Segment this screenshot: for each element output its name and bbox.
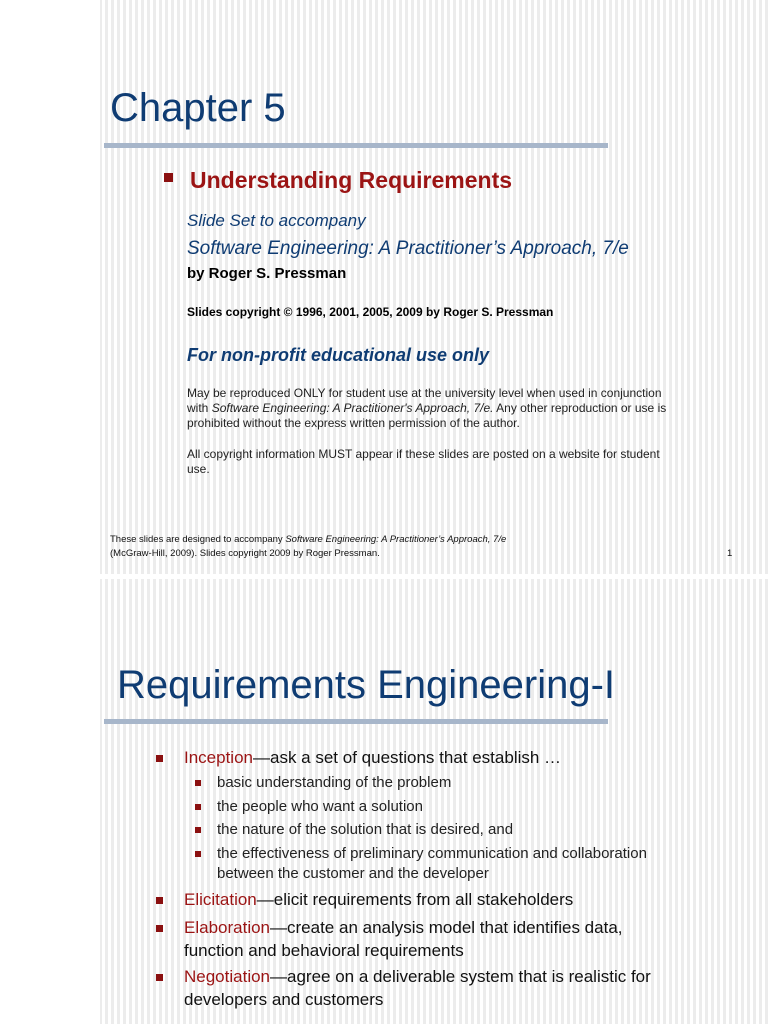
list-item-elaboration — [184, 918, 623, 938]
page-number: 1 — [727, 548, 733, 559]
title-rule — [104, 143, 608, 148]
term-elicitation: Elicitation — [184, 890, 257, 909]
term-negotiation: Negotiation — [184, 967, 271, 986]
slide-title: Chapter 5 — [110, 86, 286, 130]
bullet-square-icon — [156, 897, 163, 904]
copyright-posting-line-1: All copyright information MUST appear if these slides are posted on a website for student — [187, 447, 660, 461]
list-item-negotiation — [184, 967, 651, 987]
sub-bullet-square-icon — [195, 780, 201, 786]
sub-bullet-square-icon — [195, 851, 201, 857]
repro-post: Any other reproduction or use is — [493, 401, 667, 415]
list-item-elaboration-continuation: function and behavioral requirements — [184, 941, 464, 960]
slide-2 — [0, 579, 768, 1024]
footer-line-1 — [110, 534, 506, 545]
bullet-square-icon — [164, 173, 173, 182]
nonprofit-notice: For non-profit educational use only — [187, 345, 490, 365]
title-rule — [104, 719, 608, 724]
sub-item: the effectiveness of preliminary communication and collaboration — [217, 845, 647, 862]
sub-bullet-square-icon — [195, 827, 201, 833]
reproduction-notice-line-1: May be reproduced ONLY for student use at the university level when used in conjunction — [187, 386, 662, 400]
copyright-line: Slides copyright © 1996, 2001, 2005, 2009 by Roger S. Pressman — [187, 305, 554, 319]
item-text: —ask a set of questions that establish … — [253, 748, 562, 767]
term-inception: Inception — [184, 748, 253, 767]
copyright-posting-line-2: use. — [187, 462, 210, 476]
footer-pre: These slides are designed to accompany — [110, 534, 286, 545]
subtitle-line-1: Slide Set to accompany — [187, 211, 366, 230]
list-item-negotiation-continuation: developers and customers — [184, 990, 384, 1009]
item-text: —elicit requirements from all stakeholders — [256, 890, 574, 909]
sub-item: the nature of the solution that is desired, and — [217, 821, 514, 838]
item-text: —agree on a deliverable system that is realistic for — [270, 967, 651, 986]
repro-book-title: Software Engineering: A Practitioner's Approach, 7/e. — [211, 401, 494, 415]
reproduction-notice-line-2 — [187, 401, 666, 415]
bullet-square-icon — [156, 974, 163, 981]
list-item-inception — [184, 748, 561, 768]
footer-book-title: Software Engineering: A Practitioner’s Approach, 7/e — [285, 534, 507, 545]
repro-pre: with — [187, 401, 212, 415]
bullet-square-icon — [156, 755, 163, 762]
slide-title: Requirements Engineering-I — [117, 663, 616, 707]
sub-bullet-square-icon — [195, 804, 201, 810]
item-text: —create an analysis model that identifies data, — [270, 918, 623, 937]
sub-item: the people who want a solution — [217, 798, 423, 815]
reproduction-notice-line-3: prohibited without the express written permission of the author. — [187, 416, 520, 430]
bullet-square-icon — [156, 925, 163, 932]
subtitle-line-2: Software Engineering: A Practitioner’s Approach, 7/e — [187, 238, 629, 259]
sub-item: basic understanding of the problem — [217, 774, 452, 791]
footer-line-2: (McGraw-Hill, 2009). Slides copyright 2009 by Roger Pressman. — [110, 548, 380, 559]
term-elaboration: Elaboration — [184, 918, 271, 937]
bullet-heading: Understanding Requirements — [190, 167, 513, 193]
author: by Roger S. Pressman — [187, 265, 347, 282]
sub-item-continuation: between the customer and the developer — [217, 865, 489, 882]
list-item-elicitation — [184, 890, 573, 910]
